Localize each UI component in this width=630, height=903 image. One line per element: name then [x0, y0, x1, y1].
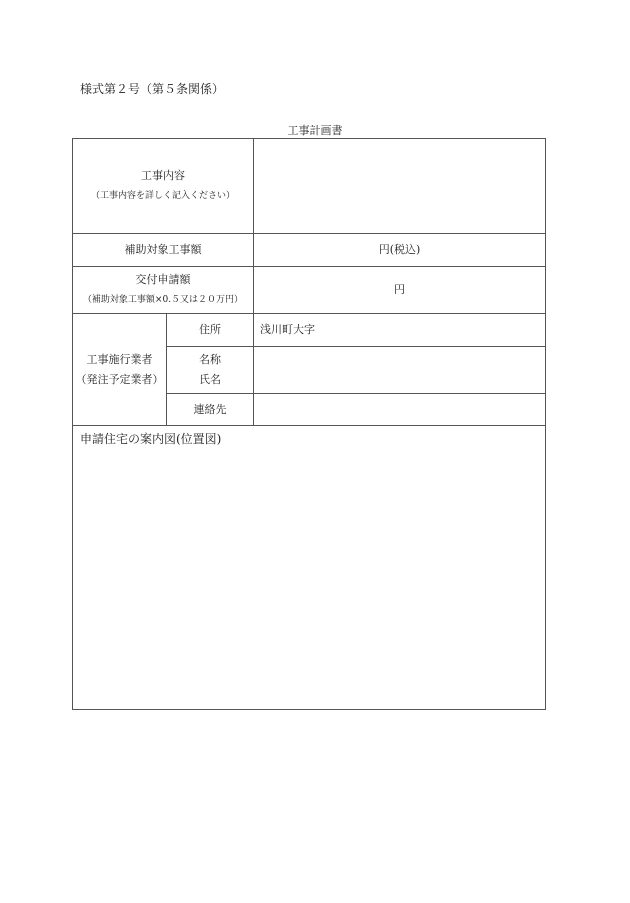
- company-name-label: 名称: [199, 353, 221, 366]
- address-label: 住所: [199, 323, 221, 336]
- grant-amount-note: （補助対象工事額×0.５又は２０万円）: [82, 295, 244, 305]
- grant-amount-field[interactable]: 円: [394, 283, 405, 296]
- name-field[interactable]: [254, 347, 545, 393]
- work-content-note: （工事内容を詳しく記入ください）: [90, 191, 235, 201]
- address-field[interactable]: 浅川町大字: [260, 323, 315, 336]
- grant-amount-label-cell: [73, 267, 253, 313]
- contact-field[interactable]: [254, 394, 545, 425]
- name-label-cell: [167, 347, 253, 393]
- subsidy-cost-field[interactable]: 円(税込): [378, 243, 421, 256]
- map-area[interactable]: [73, 450, 545, 709]
- subsidy-cost-label: 補助対象工事額: [124, 243, 202, 256]
- grant-amount-label: 交付申請額: [135, 273, 191, 286]
- contact-label: 連絡先: [193, 402, 227, 416]
- document-title: 工事計画書: [287, 124, 343, 137]
- form-number: 様式第２号（第５条関係）: [80, 82, 225, 96]
- contractor-note: （発注予定業者）: [75, 372, 164, 386]
- contractor-label-cell: [73, 314, 166, 425]
- person-name-label: 氏名: [199, 373, 221, 386]
- work-content-label-cell: [73, 139, 253, 233]
- map-label: 申請住宅の案内図(位置図): [80, 432, 222, 446]
- contractor-label: 工事施行業者: [86, 352, 153, 366]
- work-content-field[interactable]: [254, 139, 545, 233]
- work-content-label: 工事内容: [141, 169, 185, 182]
